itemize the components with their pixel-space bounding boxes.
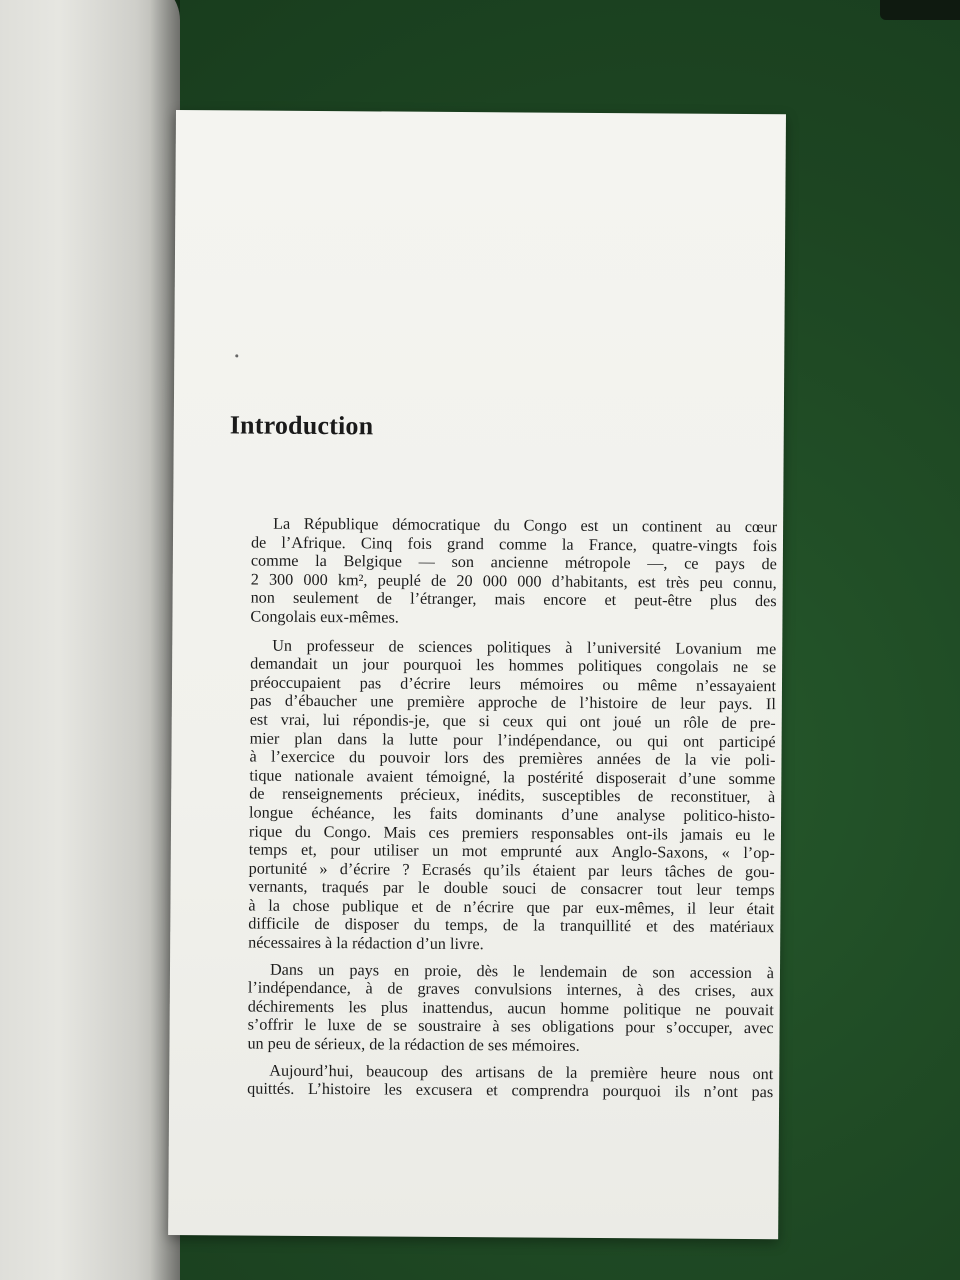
paragraph-3 bbox=[225, 960, 774, 1057]
text-line: Dans un pays en proie, dès le lendemain de son accession à bbox=[269, 960, 775, 982]
text-line: déchirements les plus inattendus, aucun homme politique ne pouvait bbox=[247, 997, 774, 1020]
paragraph-4 bbox=[225, 1061, 773, 1102]
text-line: La République démocratique du Congo est un continent au cœur bbox=[273, 514, 778, 537]
text-line: tique nationale avaient témoigné, la postérité disposerait d’une somme bbox=[249, 766, 776, 788]
text-line: comme la Belgique — son ancienne métropole —, ce pays de bbox=[250, 551, 777, 574]
text-line: un peu de sérieux, de la rédaction de ses mémoires. bbox=[247, 1034, 580, 1055]
text-line: à la chose publique et de n’écrire que par eux-mêmes, il leur était bbox=[248, 896, 775, 919]
text-line: Un professeur de sciences politiques à l’université Lovanium me bbox=[272, 636, 777, 658]
text-line: portunité » d’écrire ? Ecrasés qu’ils étaient par leurs tâches de gou- bbox=[248, 859, 775, 881]
text-line: pas d’ébaucher une première approche de l’histoire de leur pays. Il bbox=[249, 691, 776, 714]
text-line: de l’Afrique. Cinq fois grand comme la France, quatre-vingts fois bbox=[250, 533, 778, 555]
page-title: Introduction bbox=[229, 410, 374, 441]
text-line: l’indépendance, à de graves convulsions internes, à des crises, aux bbox=[247, 978, 774, 1001]
book-page bbox=[168, 110, 786, 1239]
page-speck bbox=[235, 354, 238, 357]
text-line: vernants, traqués par le double souci de consacrer tout leur temps bbox=[248, 877, 775, 900]
text-line: mier plan dans la lutte pour l’indépendance, ou qui ont participé bbox=[249, 729, 776, 751]
text-line: de renseignements précieux, inédits, susceptibles de reconstituer, à bbox=[249, 784, 776, 807]
text-line: Aujourd’hui, beaucoup des artisans de la première heure nous ont bbox=[269, 1061, 774, 1083]
text-line: à l’exercice du pouvoir lors des premières années de la vie poli- bbox=[249, 747, 776, 770]
text-line: rique du Congo. Mais ces premiers responsables ont-ils jamais eu le bbox=[248, 822, 776, 844]
text-line: s’offrir le luxe de se soustraire à ses obligations pour s’occuper, avec bbox=[247, 1015, 774, 1038]
text-line: longue échéance, les faits dominants d’une analyse politico-histo- bbox=[249, 803, 776, 826]
paragraph-2 bbox=[226, 636, 776, 956]
text-line: non seulement de l’étranger, mais encore et peut-être plus des bbox=[250, 588, 777, 611]
text-line: préoccupaient pas d’écrire leurs mémoires ou même n’essayaient bbox=[249, 673, 777, 695]
text-line: quittés. L’histoire les excusera et comprendra pourquoi ils n’ont pas bbox=[247, 1079, 774, 1102]
dark-object bbox=[880, 0, 960, 20]
body-text bbox=[225, 514, 777, 1110]
text-line: difficile de disposer du temps, de la tranquillité et des matériaux bbox=[248, 914, 775, 937]
text-line: est vrai, lui répondis-je, que si ceux qui ont joué un rôle de pre- bbox=[249, 710, 776, 733]
paragraph-1 bbox=[228, 514, 777, 629]
text-line: nécessaires à la rédaction d’un livre. bbox=[248, 933, 484, 954]
text-line: Congolais eux-mêmes. bbox=[250, 607, 399, 627]
text-line: 2 300 000 km², peuplé de 20 000 000 d’habitants, est très peu connu, bbox=[250, 570, 777, 592]
text-line: temps et, pour utiliser un mot emprunté aux Anglo-Saxons, « l’op- bbox=[248, 840, 775, 863]
text-line: demandait un jour pourquoi les hommes politiques congolais ne se bbox=[250, 654, 777, 677]
